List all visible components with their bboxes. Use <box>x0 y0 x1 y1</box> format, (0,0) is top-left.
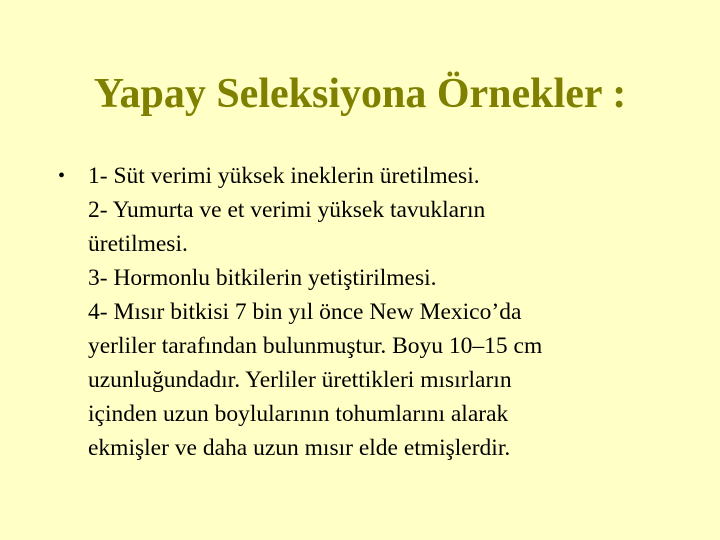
text-line: 3- Hormonlu bitkilerin yetiştirilmesi. <box>88 265 437 291</box>
bullet-item <box>58 159 678 465</box>
text-line: 1- Süt verimi yüksek ineklerin üretilmesi. <box>88 163 480 189</box>
text-line: uzunluğundadır. Yerliler ürettikleri mısırların <box>88 367 512 393</box>
bullet-list <box>58 159 678 465</box>
text-line: üretilmesi. <box>88 231 188 257</box>
text-line: 2- Yumurta ve et verimi yüksek tavukların <box>88 197 486 223</box>
slide-title: Yapay Seleksiyona Örnekler : <box>93 71 627 117</box>
text-line: 4- Mısır bitkisi 7 bin yıl önce New Mexico’da <box>88 299 522 325</box>
text-line: içinden uzun boylularının tohumlarını alarak <box>88 401 509 427</box>
text-line: ekmişler ve daha uzun mısır elde etmişlerdir. <box>88 435 511 461</box>
bullet-icon: • <box>58 165 66 187</box>
text-line: yerliler tarafından bulunmuştur. Boyu 10–15 cm <box>88 333 543 359</box>
